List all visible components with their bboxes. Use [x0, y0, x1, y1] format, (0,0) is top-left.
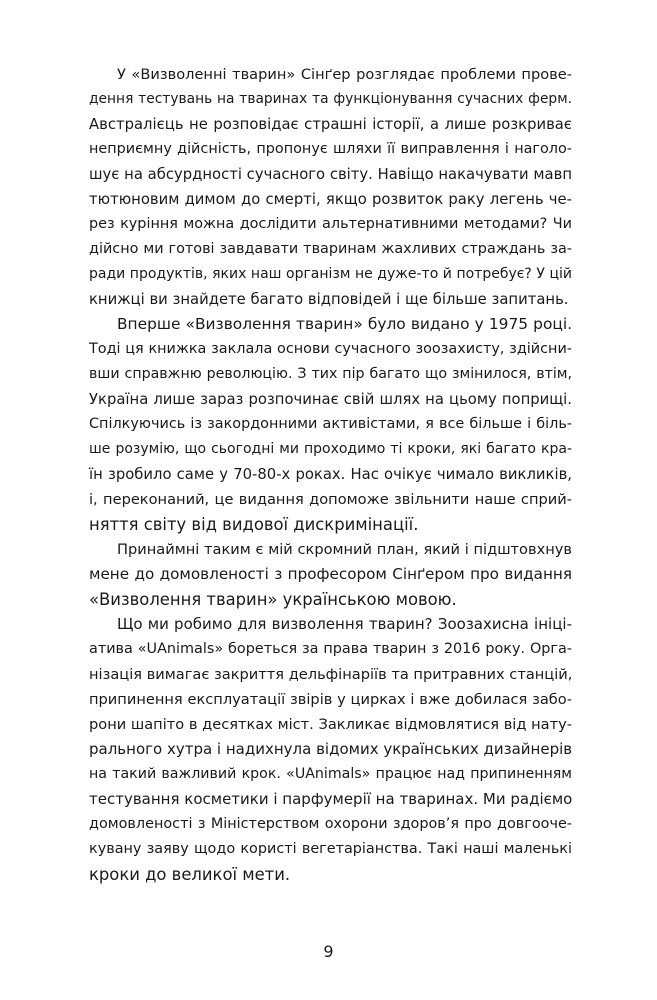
text-line: на такий важливий крок. «UAnimals» працює над припиненням	[89, 766, 572, 782]
text-line: мене до домовленості з професором Сінґером про видання	[89, 565, 572, 583]
text-line: вши справжню революцію. З тих пір багато що змінилося, втім,	[89, 366, 572, 382]
text-line: ради продуктів, яких наш організм не дуже-то й потребує? У цій	[89, 266, 572, 282]
text-line: і, переконаний, це видання допоможе звільнити наше сприй-	[89, 491, 572, 508]
text-line: Вперше «Визволення тварин» було видано у 1975 році.	[117, 315, 572, 333]
paragraph	[89, 312, 572, 537]
text-line: Спілкуючись із закордонними активістами, я все більше і біль-	[89, 416, 572, 432]
text-line: рез куріння можна дослідити альтернативними методами? Чи	[89, 216, 572, 232]
text-line: дійсно ми готові завдавати тваринам жахливих страждань за-	[89, 241, 572, 257]
body-text	[89, 62, 572, 887]
text-line: книжці ви знайдете багато відповідей і ще більше запитань.	[89, 291, 569, 308]
text-line: атива «UAnimals» бореться за права тварин з 2016 року. Орга-	[89, 641, 572, 657]
paragraph	[89, 612, 572, 887]
text-line: рони шапіто в десятках міст. Закликає відмовлятися від нату-	[89, 716, 572, 733]
text-line: домовленості з Міністерством охорони здоров’я про довгооче-	[89, 816, 572, 832]
text-line: няття світу від видової дискримінації.	[89, 515, 419, 534]
text-line: Австралієць не розповідає страшні історії, а лише розкриває	[89, 116, 572, 133]
text-line: тестування косметики і парфумерії на тваринах. Ми радіємо	[89, 790, 573, 808]
text-line: дення тестувань на тваринах та функціонування сучасних ферм.	[89, 91, 572, 107]
text-line: рального хутра і надихнула відомих українських дизайнерів	[89, 740, 573, 758]
text-line: Що ми робимо для визволення тварин? Зоозахисна ініці-	[117, 615, 572, 633]
text-line: кувану заяву щодо користі вегетаріанства. Такі наші маленькі	[89, 841, 572, 857]
paragraph	[89, 62, 572, 312]
page-number: 9	[323, 942, 334, 961]
text-line: Тоді ця книжка заклала основи сучасного зоозахисту, здійсни-	[89, 341, 572, 357]
text-line: «Визволення тварин» українською мовою.	[89, 590, 457, 609]
text-line: Принаймні таким є мій скромний план, який і підштовхнув	[117, 541, 572, 558]
paragraph	[89, 537, 572, 612]
text-line: ше розумію, що сьогодні ми проходимо ті кроки, які багато кра-	[89, 441, 572, 457]
text-line: кроки до великої мети.	[89, 865, 291, 884]
text-line: їн зробило саме у 70-80-х роках. Нас очікує чимало викликів,	[89, 466, 572, 483]
text-line: нізація вимагає закриття дельфінаріїв та притравних станцій,	[89, 666, 573, 683]
text-line: шує на абсурдності сучасного світу. Навіщо накачувати мавп	[89, 166, 572, 183]
text-line: припинення експлуатації звірів у цирках і вже добилася забо-	[89, 691, 572, 708]
text-line: Україна лише зараз розпочинає свій шлях на цьому поприщі.	[89, 391, 572, 408]
text-line: неприємну дійсність, пропонує шляхи її виправлення і наголо-	[89, 141, 572, 157]
text-line: тютюновим димом до смерті, якщо розвиток раку легень че-	[89, 191, 572, 208]
text-line: У «Визволенні тварин» Сінґер розглядає проблеми прове-	[117, 66, 572, 83]
